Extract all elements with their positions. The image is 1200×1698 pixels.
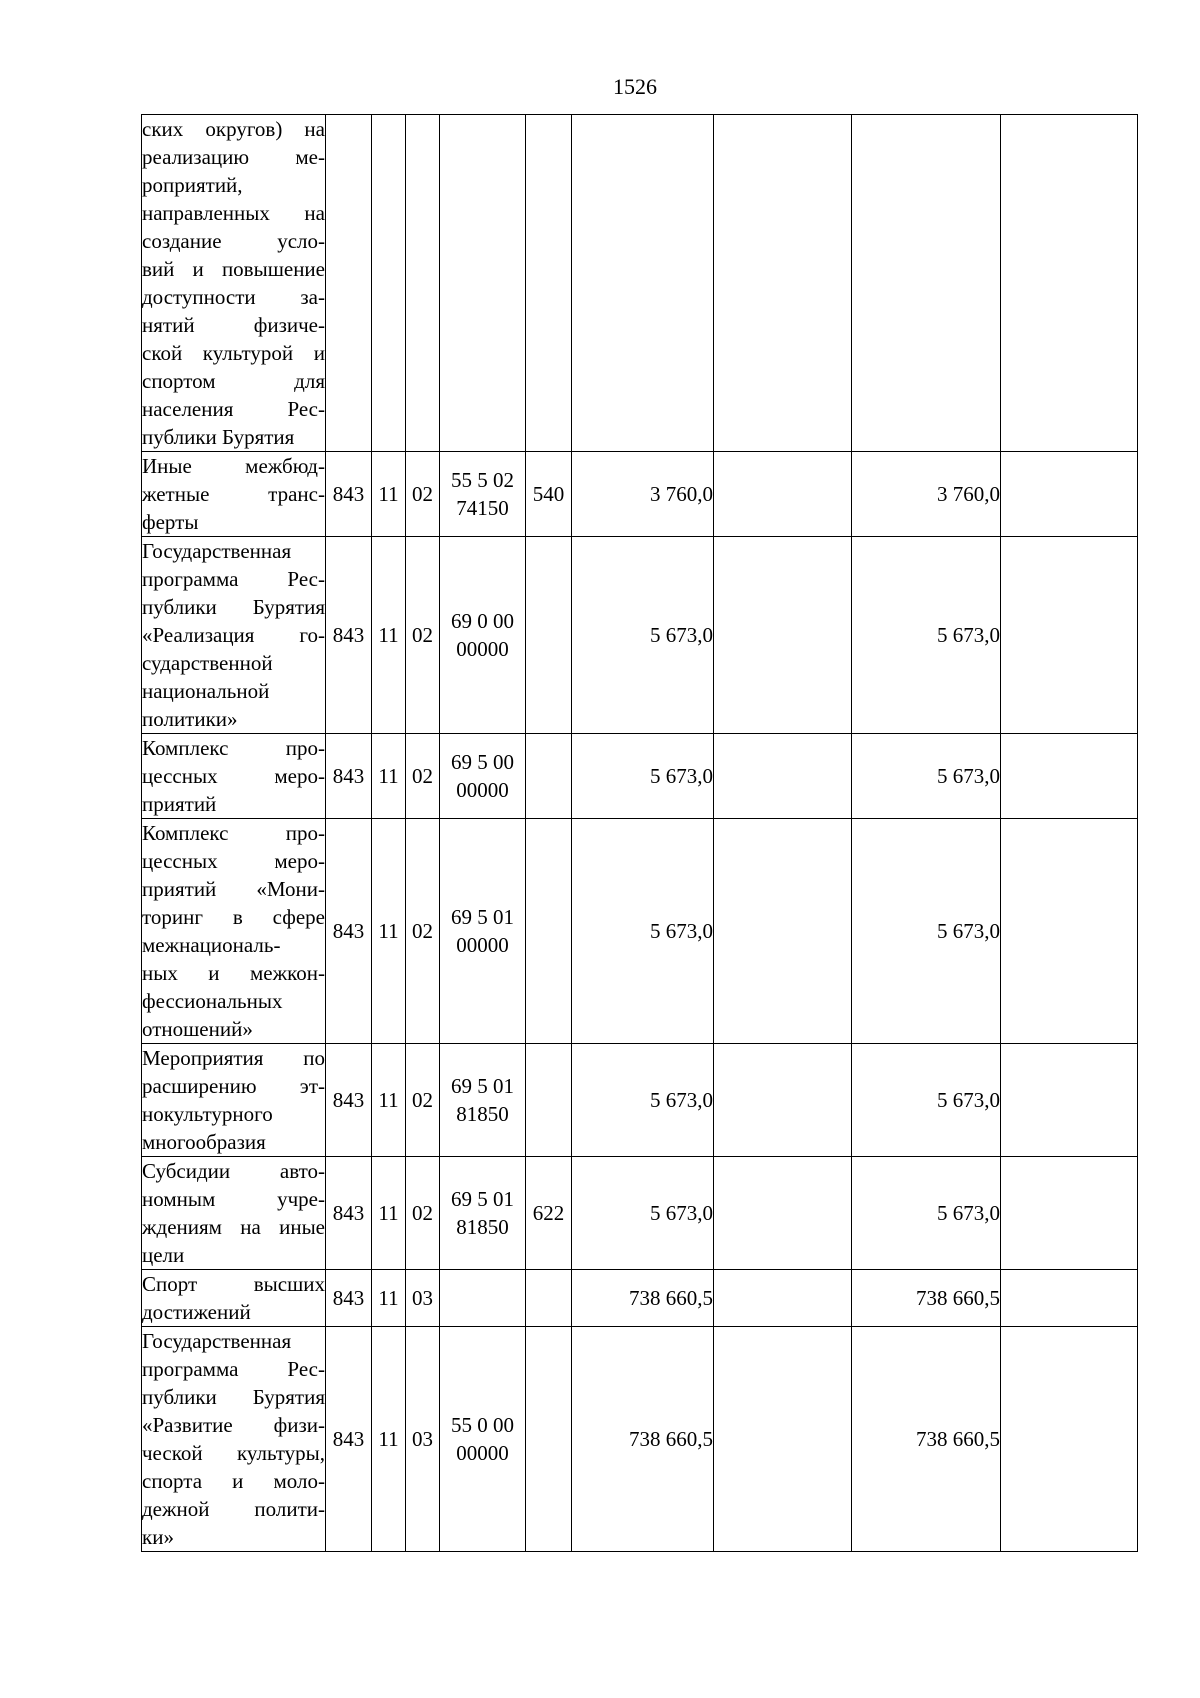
target-article-code-line: 55 5 02 [451, 468, 514, 492]
target-article-code-line: 69 5 00 [451, 750, 514, 774]
description-line: программа Рес- [142, 567, 325, 591]
amount-cell-col8: 5 673,0 [852, 819, 1001, 1044]
target-article-code-line: 69 0 00 [451, 609, 514, 633]
description-line: спорта и моло- [142, 1469, 325, 1493]
section-code-cell: 11 [372, 537, 406, 734]
target-article-code-line: 00000 [456, 778, 509, 802]
table-row [142, 537, 1138, 734]
amount-cell-col7 [714, 537, 852, 734]
description-line: торинг в сфере [142, 905, 325, 929]
description-line: Государственная [142, 1329, 292, 1353]
subsection-code-cell: 02 [406, 819, 440, 1044]
description-line: Комплекс про- [142, 821, 325, 845]
amount-cell-col7 [714, 734, 852, 819]
table-row [142, 1327, 1138, 1552]
description-line: цессных меро- [142, 764, 325, 788]
description-line: публики Бурятия [142, 425, 295, 449]
description-line: ных и межкон- [142, 961, 325, 985]
description-line: публики Бурятия [142, 1385, 325, 1409]
row-description [142, 115, 326, 452]
section-code-cell [372, 115, 406, 452]
grbs-code-cell: 843 [326, 1270, 372, 1327]
description-line: многообразия [142, 1130, 266, 1154]
description-line: роприятий, [142, 173, 243, 197]
amount-cell-col9 [1001, 115, 1138, 452]
description-line: «Реализация го- [142, 623, 325, 647]
amount-cell-col9 [1001, 452, 1138, 537]
row-description [142, 1044, 326, 1157]
target-article-code-cell [440, 1157, 526, 1270]
description-line: Иные межбюд- [142, 454, 325, 478]
amount-cell-col9 [1001, 819, 1138, 1044]
description-line: ждениям на иные [142, 1215, 325, 1239]
row-description [142, 1157, 326, 1270]
expense-type-code-cell [526, 819, 572, 1044]
total-amount-cell: 5 673,0 [572, 734, 714, 819]
section-code-cell: 11 [372, 1327, 406, 1552]
description-line: ских округов) на [142, 117, 325, 141]
section-code-cell: 11 [372, 452, 406, 537]
row-description [142, 537, 326, 734]
description-line: публики Бурятия [142, 595, 325, 619]
description-line: нятий физиче- [142, 313, 325, 337]
amount-cell-col9 [1001, 734, 1138, 819]
target-article-code-cell [440, 452, 526, 537]
amount-cell-col8: 738 660,5 [852, 1327, 1001, 1552]
subsection-code-cell: 03 [406, 1327, 440, 1552]
section-code-cell: 11 [372, 1157, 406, 1270]
section-code-cell: 11 [372, 1044, 406, 1157]
section-code-cell: 11 [372, 734, 406, 819]
section-code-cell: 11 [372, 819, 406, 1044]
subsection-code-cell [406, 115, 440, 452]
description-line: направленных на [142, 201, 325, 225]
description-line: доступности за- [142, 285, 325, 309]
expense-type-code-cell [526, 1327, 572, 1552]
expense-type-code-cell: 540 [526, 452, 572, 537]
amount-cell-col7 [714, 819, 852, 1044]
total-amount-cell: 5 673,0 [572, 1044, 714, 1157]
target-article-code-line: 69 5 01 [451, 905, 514, 929]
description-line: реализацию ме- [142, 145, 325, 169]
amount-cell-col7 [714, 1327, 852, 1552]
table-row [142, 115, 1138, 452]
total-amount-cell: 5 673,0 [572, 819, 714, 1044]
total-amount-cell [572, 115, 714, 452]
grbs-code-cell: 843 [326, 819, 372, 1044]
amount-cell-col7 [714, 115, 852, 452]
amount-cell-col7 [714, 452, 852, 537]
description-line: Государственная [142, 539, 292, 563]
description-line: расширению эт- [142, 1074, 325, 1098]
grbs-code-cell: 843 [326, 452, 372, 537]
description-line: сударственной [142, 651, 273, 675]
amount-cell-col8: 5 673,0 [852, 537, 1001, 734]
target-article-code-line: 74150 [456, 496, 509, 520]
description-line: жетные транс- [142, 482, 325, 506]
description-line: ской культурой и [142, 341, 325, 365]
description-line: цессных меро- [142, 849, 325, 873]
target-article-code-cell [440, 1270, 526, 1327]
amount-cell-col8: 5 673,0 [852, 734, 1001, 819]
budget-table [141, 114, 1138, 1552]
target-article-code-line: 00000 [456, 1441, 509, 1465]
description-line: Комплекс про- [142, 736, 325, 760]
description-line: «Развитие физи- [142, 1413, 325, 1437]
amount-cell-col7 [714, 1157, 852, 1270]
section-code-cell: 11 [372, 1270, 406, 1327]
target-article-code-line: 69 5 01 [451, 1074, 514, 1098]
description-line: дежной полити- [142, 1497, 325, 1521]
target-article-code-line: 00000 [456, 933, 509, 957]
expense-type-code-cell [526, 537, 572, 734]
description-line: номным учре- [142, 1187, 325, 1211]
expense-type-code-cell: 622 [526, 1157, 572, 1270]
grbs-code-cell: 843 [326, 1044, 372, 1157]
amount-cell-col9 [1001, 1044, 1138, 1157]
target-article-code-cell [440, 819, 526, 1044]
target-article-code-line: 81850 [456, 1102, 509, 1126]
expense-type-code-cell [526, 1044, 572, 1157]
grbs-code-cell: 843 [326, 734, 372, 819]
row-description [142, 1270, 326, 1327]
description-line: ки» [142, 1525, 174, 1549]
description-line: программа Рес- [142, 1357, 325, 1381]
amount-cell-col9 [1001, 1157, 1138, 1270]
description-line: ферты [142, 510, 199, 534]
target-article-code-line: 69 5 01 [451, 1187, 514, 1211]
description-line: политики» [142, 707, 238, 731]
target-article-code-cell [440, 1044, 526, 1157]
grbs-code-cell: 843 [326, 1157, 372, 1270]
amount-cell-col8: 3 760,0 [852, 452, 1001, 537]
description-line: создание усло- [142, 229, 325, 253]
total-amount-cell: 5 673,0 [572, 1157, 714, 1270]
table-row [142, 734, 1138, 819]
grbs-code-cell: 843 [326, 537, 372, 734]
amount-cell-col7 [714, 1270, 852, 1327]
description-line: Мероприятия по [142, 1046, 325, 1070]
subsection-code-cell: 02 [406, 452, 440, 537]
subsection-code-cell: 03 [406, 1270, 440, 1327]
total-amount-cell: 738 660,5 [572, 1327, 714, 1552]
description-line: фессиональных [142, 989, 283, 1013]
description-line: нокультурного [142, 1102, 273, 1126]
target-article-code-line: 00000 [456, 637, 509, 661]
amount-cell-col8: 5 673,0 [852, 1157, 1001, 1270]
table-row [142, 1270, 1138, 1327]
description-line: населения Рес- [142, 397, 325, 421]
amount-cell-col7 [714, 1044, 852, 1157]
expense-type-code-cell [526, 115, 572, 452]
total-amount-cell: 5 673,0 [572, 537, 714, 734]
target-article-code-cell [440, 115, 526, 452]
description-line: Субсидии авто- [142, 1159, 325, 1183]
row-description [142, 734, 326, 819]
amount-cell-col8: 5 673,0 [852, 1044, 1001, 1157]
amount-cell-col8 [852, 115, 1001, 452]
target-article-code-line: 55 0 00 [451, 1413, 514, 1437]
table-row [142, 1157, 1138, 1270]
amount-cell-col9 [1001, 537, 1138, 734]
grbs-code-cell: 843 [326, 1327, 372, 1552]
subsection-code-cell: 02 [406, 734, 440, 819]
grbs-code-cell [326, 115, 372, 452]
row-description [142, 452, 326, 537]
target-article-code-cell [440, 734, 526, 819]
description-line: ческой культуры, [142, 1441, 325, 1465]
subsection-code-cell: 02 [406, 537, 440, 734]
table-row [142, 819, 1138, 1044]
expense-type-code-cell [526, 734, 572, 819]
subsection-code-cell: 02 [406, 1044, 440, 1157]
target-article-code-cell [440, 537, 526, 734]
row-description [142, 1327, 326, 1552]
amount-cell-col9 [1001, 1327, 1138, 1552]
description-line: вий и повышение [142, 257, 325, 281]
table-row [142, 1044, 1138, 1157]
description-line: отношений» [142, 1017, 253, 1041]
description-line: приятий «Мони- [142, 877, 325, 901]
row-description [142, 819, 326, 1044]
subsection-code-cell: 02 [406, 1157, 440, 1270]
expense-type-code-cell [526, 1270, 572, 1327]
description-line: спортом для [142, 369, 325, 393]
description-line: приятий [142, 792, 217, 816]
description-line: национальной [142, 679, 270, 703]
target-article-code-cell [440, 1327, 526, 1552]
description-line: Спорт высших [142, 1272, 325, 1296]
description-line: достижений [142, 1300, 251, 1324]
description-line: межнациональ- [142, 933, 281, 957]
table-row [142, 452, 1138, 537]
total-amount-cell: 3 760,0 [572, 452, 714, 537]
amount-cell-col9 [1001, 1270, 1138, 1327]
target-article-code-line: 81850 [456, 1215, 509, 1239]
total-amount-cell: 738 660,5 [572, 1270, 714, 1327]
description-line: цели [142, 1243, 185, 1267]
amount-cell-col8: 738 660,5 [852, 1270, 1001, 1327]
page-number: 1526 [613, 74, 657, 99]
